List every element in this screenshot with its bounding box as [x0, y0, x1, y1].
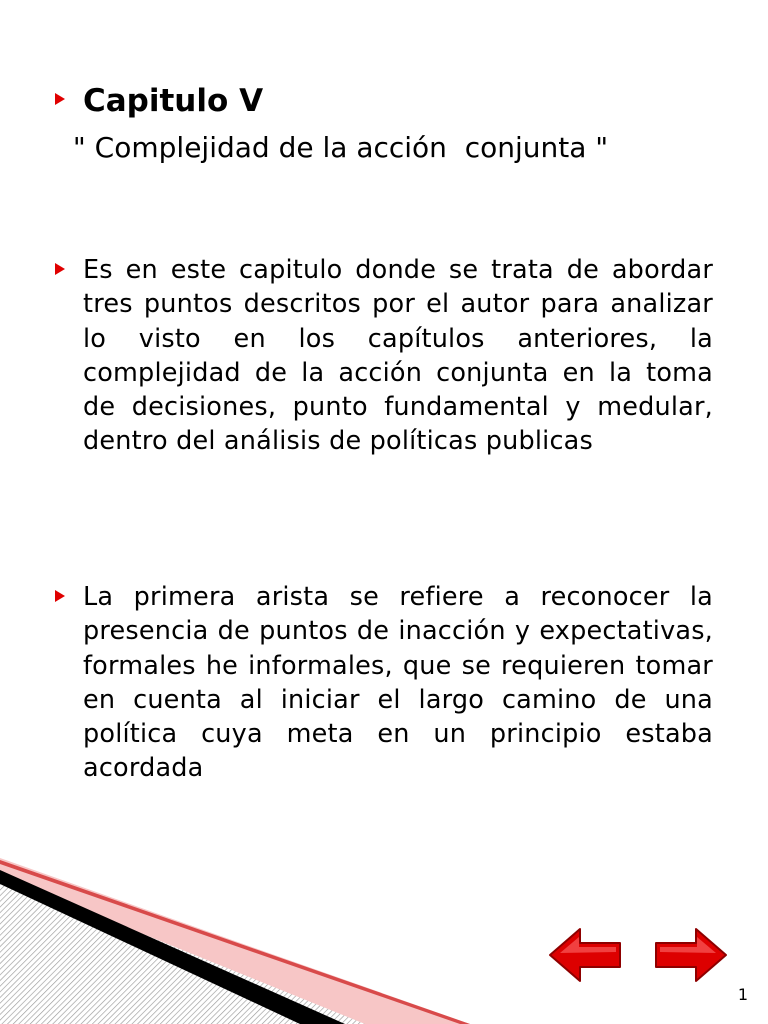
paragraph-1: Es en este capitulo donde se trata de abordar tres puntos descritos por el autor para analizar lo visto en los capítulos anteriores, la complejidad de la acción conjunta en la toma de decisiones, punto fundamental y medular, dentro del análisis de políticas publicas [83, 255, 713, 457]
page-number: 1 [737, 985, 748, 1004]
prev-arrow-icon[interactable] [548, 926, 624, 984]
paragraph-2: La primera arista se refiere a reconocer la presencia de puntos de inacción y expectativas, formales he informales, que se requieren tomar en cuenta al iniciar el largo camino de una política cuya meta en un principio estaba acordada [83, 582, 713, 784]
slide-subtitle: " Complejidad de la acción conjunta " [64, 131, 609, 164]
decorative-swoosh [0, 850, 470, 1024]
slide-title: Capitulo V [83, 83, 264, 119]
next-arrow-icon[interactable] [652, 926, 728, 984]
bullet-triangle-icon [55, 263, 65, 275]
bullet-triangle-icon [55, 590, 65, 602]
bullet-triangle-icon [55, 93, 65, 105]
